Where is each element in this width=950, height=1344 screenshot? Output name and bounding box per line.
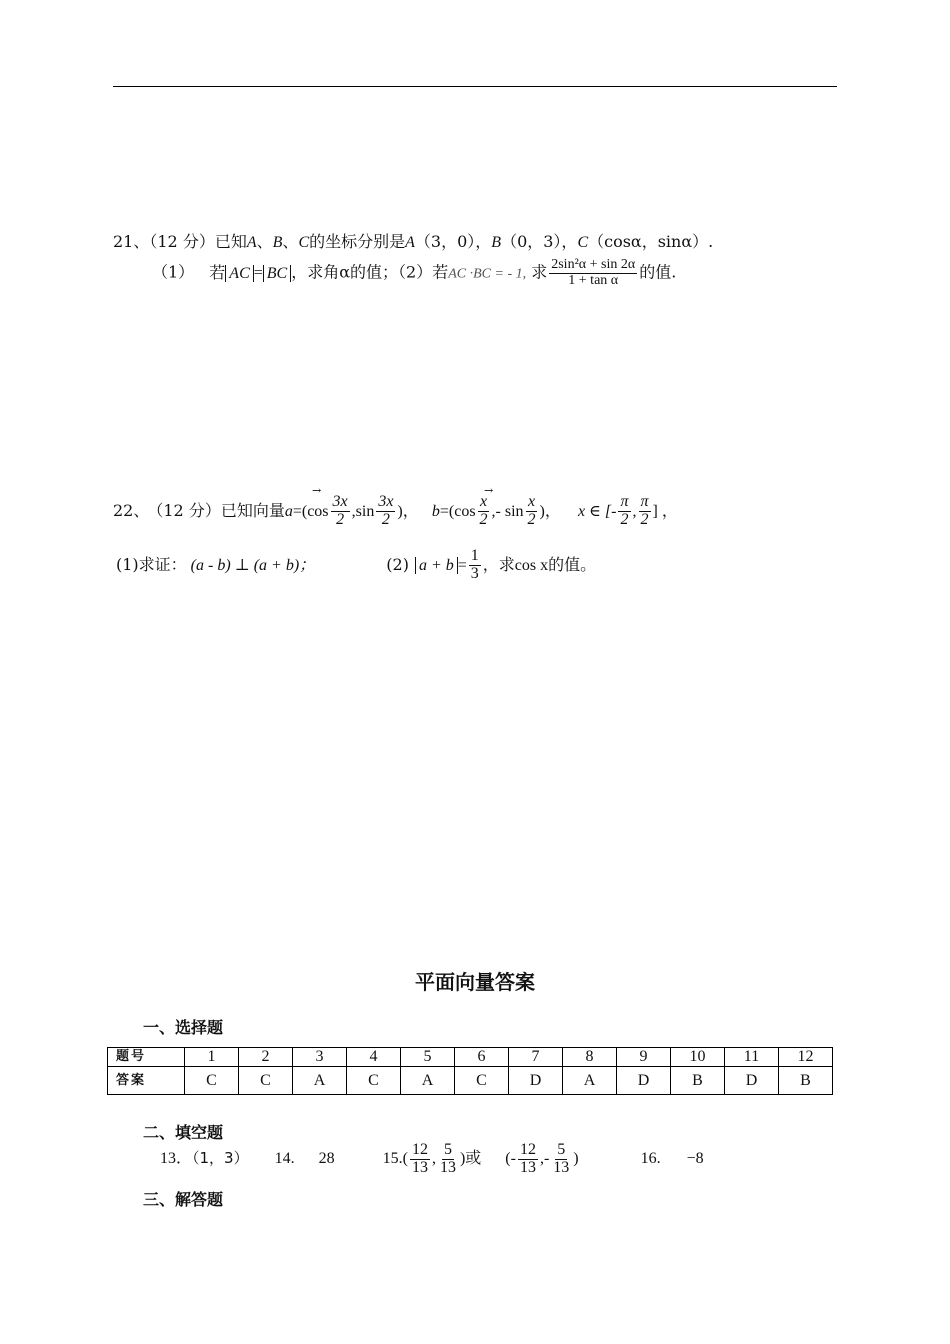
- fill-13-label: 13．: [160, 1149, 193, 1167]
- frac: [410, 1142, 430, 1177]
- coord-c: （cosα，sinα）.: [588, 232, 714, 251]
- q22-stem: 已知向量: [220, 500, 285, 520]
- vector-arrow-icon: →: [312, 484, 322, 497]
- q21-sep: 、: [282, 232, 299, 251]
- vector-a-mid: ,sin: [351, 502, 375, 520]
- q21-stem-b: 的坐标分别是: [309, 232, 406, 251]
- table-cell: A: [563, 1067, 617, 1095]
- frac: [618, 494, 630, 529]
- table-cell: D: [725, 1067, 779, 1095]
- abs-ac: AC: [225, 265, 253, 282]
- comma: ,: [632, 502, 637, 520]
- q21-points: （12 分）: [149, 232, 215, 251]
- q21-fraction: [549, 258, 637, 288]
- vector-arrow-icon: →: [484, 484, 494, 497]
- table-cell: C: [239, 1067, 293, 1095]
- q22-part2-end: 的值。: [548, 554, 597, 574]
- coord-a: （3，0），: [414, 232, 492, 251]
- section-solve-title: 三、解答题: [143, 1190, 224, 1209]
- fill-16-value: −8: [686, 1149, 704, 1167]
- frac: [331, 494, 350, 529]
- table-cell: A: [401, 1067, 455, 1095]
- x-domain: x ∈ [-: [577, 502, 617, 520]
- frac: [478, 494, 490, 529]
- table-cell: D: [617, 1067, 671, 1095]
- frac: [526, 494, 538, 529]
- q21-part1-ask: ，求角α的值；: [291, 262, 399, 282]
- answer-table: [107, 1047, 833, 1095]
- table-row: [108, 1048, 833, 1067]
- table-row: [108, 1067, 833, 1095]
- frac-num: 3x: [332, 493, 348, 510]
- frac-num: 3x: [378, 493, 394, 510]
- q21-part2-label: （2）若: [398, 262, 449, 282]
- frac-den: 2: [479, 510, 488, 528]
- table-cell: 8: [563, 1048, 617, 1067]
- q21-sep: 、: [256, 232, 273, 251]
- question-22-line1: [113, 494, 678, 529]
- coord-a-label: A: [405, 234, 415, 251]
- fill-13-value: （1，3）: [192, 1148, 249, 1167]
- frac-den: 13: [553, 1158, 570, 1176]
- vector-a-eq: =(cos: [292, 502, 329, 520]
- frac-num: 1: [470, 547, 479, 564]
- vector-b-eq: =(cos: [439, 502, 476, 520]
- frac: [639, 494, 651, 529]
- dot-product-expr: AC ·BC = - 1,: [448, 266, 527, 282]
- frac: [438, 1142, 458, 1177]
- equals-sign: =: [457, 556, 467, 574]
- point-c: C: [298, 234, 310, 251]
- table-cell: 12: [779, 1048, 833, 1067]
- frac-den: 2: [527, 510, 536, 528]
- table-cell: 4: [347, 1048, 401, 1067]
- q21-part2-ask: 求: [531, 262, 548, 282]
- frac-num: x: [479, 493, 488, 510]
- table-cell: C: [347, 1067, 401, 1095]
- frac-den: 13: [411, 1158, 428, 1176]
- fill-15-or: 或: [465, 1147, 482, 1167]
- frac-den: 2: [336, 510, 345, 528]
- q21-number: 21、: [113, 232, 150, 251]
- table-cell: 11: [725, 1048, 779, 1067]
- table-cell: 7: [509, 1048, 563, 1067]
- vector-b-close: )，: [539, 502, 561, 520]
- frac-den: 13: [519, 1158, 536, 1176]
- header-rule: [113, 86, 837, 87]
- fraction-numerator: 2sin²α + sin 2α: [551, 257, 636, 272]
- table-cell: 2: [239, 1048, 293, 1067]
- frac-den: 2: [381, 510, 390, 528]
- fill-14-label: 14.: [274, 1149, 295, 1167]
- frac-den: 2: [640, 510, 649, 528]
- equals-sign: =: [253, 264, 263, 282]
- coord-b-label: B: [491, 234, 502, 251]
- answers-title: 平面向量答案: [415, 970, 535, 994]
- frac-num: x: [527, 493, 536, 510]
- table-cell: 6: [455, 1048, 509, 1067]
- coord-b: （0，3），: [501, 232, 578, 251]
- frac-num: 5: [443, 1141, 452, 1158]
- frac-den: 3: [470, 564, 479, 582]
- section-choice-title: 一、选择题: [143, 1018, 224, 1037]
- vector-b-mid: ,- sin: [491, 502, 524, 520]
- frac-num: 12: [519, 1141, 536, 1158]
- paren: (-: [505, 1149, 516, 1167]
- table-cell: 3: [293, 1048, 347, 1067]
- q22-points: （12 分）: [155, 500, 221, 520]
- coord-c-label: C: [577, 234, 589, 251]
- point-a: A: [246, 234, 257, 251]
- table-cell: C: [455, 1067, 509, 1095]
- q22-part2: (2): [386, 554, 409, 574]
- question-22-line2: [116, 548, 596, 583]
- vector-a-close: )，: [397, 502, 419, 520]
- table-cell: 9: [617, 1048, 671, 1067]
- frac: [551, 1142, 571, 1177]
- q21-part1-label: （1）: [152, 262, 195, 282]
- frac-num: π: [620, 493, 629, 510]
- frac: [376, 494, 395, 529]
- table-cell: B: [671, 1067, 725, 1095]
- row-header-number: 题号: [108, 1048, 185, 1067]
- frac-num: π: [640, 493, 649, 510]
- table-cell: D: [509, 1067, 563, 1095]
- table-cell: 10: [671, 1048, 725, 1067]
- q21-part1-if: 若: [209, 262, 226, 282]
- table-cell: C: [185, 1067, 239, 1095]
- frac-den: 13: [439, 1158, 456, 1176]
- q22-part1: (1)求证：: [116, 554, 187, 574]
- cos-x: cos x: [514, 556, 549, 574]
- q22-part2-ask: ，求: [482, 554, 515, 574]
- x-domain-close: ] ，: [652, 502, 678, 520]
- abs-bc: BC: [263, 265, 291, 282]
- fraction-denominator: 1 + tan α: [568, 272, 619, 288]
- frac-num: 5: [557, 1141, 566, 1158]
- table-cell: 1: [185, 1048, 239, 1067]
- fill-15-label: 15.: [382, 1149, 403, 1167]
- q22-part1-expr: (a - b) ⊥ (a + b)；: [190, 556, 316, 574]
- vector-b: b: [431, 502, 440, 520]
- q22-number: 22、: [113, 500, 150, 520]
- point-b: B: [272, 234, 283, 251]
- abs-a-plus-b: a + b: [415, 557, 458, 574]
- table-cell: 5: [401, 1048, 455, 1067]
- row-header-answer: 答案: [108, 1067, 185, 1095]
- frac: [518, 1142, 538, 1177]
- fill-16-label: 16.: [640, 1149, 661, 1167]
- section-fill-title: 二、填空题: [143, 1123, 224, 1142]
- fill-answers-line: 13．（1，3） 14. 28 15.( $\frac{12}{13}$ , $\frac{5}{13}$ )或 (- $\frac{12}{13}$ ,- $\frac{5}{13}$ ) 16. −8: [160, 1141, 704, 1176]
- frac: [469, 548, 481, 583]
- table-cell: B: [779, 1067, 833, 1095]
- question-21-line1: [113, 229, 713, 252]
- table-cell: A: [293, 1067, 347, 1095]
- vector-a: a: [284, 502, 293, 520]
- fill-14-value: 28: [318, 1149, 335, 1167]
- frac-num: 12: [411, 1141, 428, 1158]
- q21-stem: 已知: [214, 232, 247, 251]
- q21-part2-end: 的值.: [639, 262, 677, 282]
- question-21-line2: [152, 258, 676, 288]
- frac-den: 2: [620, 510, 629, 528]
